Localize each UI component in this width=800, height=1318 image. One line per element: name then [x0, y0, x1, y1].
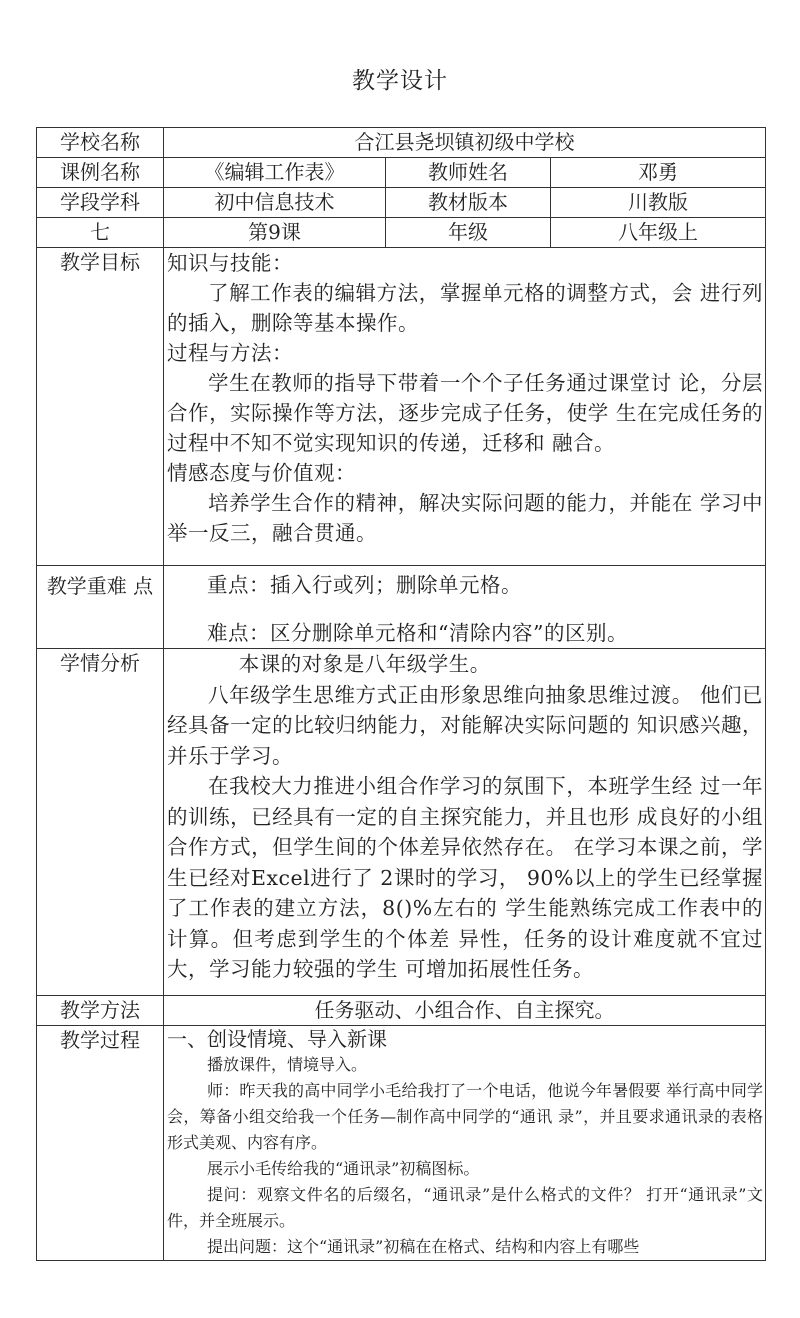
- lesson-design-table: [36, 127, 766, 1261]
- objectives-content: [164, 248, 766, 566]
- row-analysis: [37, 649, 766, 996]
- case-label: 课例名称: [37, 158, 164, 188]
- row-process: [37, 1026, 766, 1261]
- school-label: 学校名称: [37, 128, 164, 158]
- key-points-content: [164, 566, 766, 649]
- teacher-value: 邓勇: [551, 158, 766, 188]
- process-content: [164, 1026, 766, 1261]
- row-stage: [37, 188, 766, 218]
- row-key-points: [37, 566, 766, 649]
- lesson-value: 第9课: [164, 218, 386, 248]
- process-line: 展示小毛传给我的“通讯录”初稿图标。: [207, 1159, 480, 1178]
- grade-value: 八年级上: [551, 218, 766, 248]
- analysis-p2: 八年级学生思维方式正由形象思维向抽象思维过渡。 他们已经具备一定的比较归纳能力，对能解决实际问题的 知识感兴趣，并乐于学习。: [167, 682, 764, 768]
- difficulty-point: 难点：区分删除单元格和“清除内容”的区别。: [207, 621, 628, 645]
- teacher-label: 教师姓名: [386, 158, 551, 188]
- process-label: 教学过程: [37, 1026, 164, 1261]
- grade-label: 年级: [386, 218, 551, 248]
- case-value: 《编辑工作表》: [164, 158, 386, 188]
- objectives-label: 教学目标: [37, 248, 164, 566]
- knowledge-text: 了解工作表的编辑方法，掌握单元格的调整方式，会 进行列的插入，删除等基本操作。: [167, 281, 764, 335]
- key-points-label: 教学重难 点: [37, 566, 164, 649]
- method-value: 任务驱动、小组合作、自主探究。: [164, 996, 766, 1026]
- analysis-content: [164, 649, 766, 996]
- process-line: 提出问题：这个“通讯录”初稿在在格式、结构和内容上有哪些: [207, 1237, 640, 1256]
- focus-point: 重点：插入行或列；删除单元格。: [207, 573, 522, 597]
- document-title: 教学设计: [352, 68, 448, 94]
- analysis-p3: 在我校大力推进小组合作学习的氛围下，本班学生经 过一年的训练，已经具有一定的自主探究能力，并且也形 成良好的小组合作方式，但学生间的个体差异依然存在。 在学习本课之前，学生已经对Excel进行了 2课时的学习， 90%以上的学生已经掌握了工作表的建立方法，8()%左右的 学生能熟练完成工作表中的计算。但考虑到学生的个体差 异性，任务的设计难度就不宜过大，学习能力较强的学生 可增加拓展性任务。: [167, 774, 764, 981]
- section1-title: 一、创设情境、导入新课: [167, 1027, 387, 1051]
- unit-value: 七: [37, 218, 164, 248]
- stage-label: 学段学科: [37, 188, 164, 218]
- school-value: 合江县尧坝镇初级中学校: [164, 128, 766, 158]
- stage-value: 初中信息技术: [164, 188, 386, 218]
- process-line: 播放课件，情境导入。: [207, 1055, 368, 1074]
- row-case: [37, 158, 766, 188]
- emotion-title: 情感态度与价值观：: [167, 461, 356, 485]
- edition-value: 川教版: [551, 188, 766, 218]
- row-method: [37, 996, 766, 1026]
- row-school: [37, 128, 766, 158]
- process-title: 过程与方法：: [167, 341, 293, 365]
- emotion-text: 培养学生合作的精神，解决实际问题的能力，并能在 学习中举一反三，融合贯通。: [167, 491, 764, 545]
- row-objectives: [37, 248, 766, 566]
- analysis-label: 学情分析: [37, 649, 164, 996]
- process-text: 学生在教师的指导下带着一个个子任务通过课堂讨 论，分层合作，实际操作等方法，逐步完成子任务，使学 生在完成任务的过程中不知不觉实现知识的传递，迁移和 融合。: [167, 371, 764, 455]
- edition-label: 教材版本: [386, 188, 551, 218]
- method-label: 教学方法: [37, 996, 164, 1026]
- analysis-p1: 本课的对象是八年级学生。: [238, 652, 491, 676]
- row-lesson: [37, 218, 766, 248]
- process-line: 师：昨天我的高中同学小毛给我打了一个电话，他说今年暑假要 举行高中同学会，筹备小组交给我一个任务—制作高中同学的“通讯 录”，并且要求通讯录的表格形式美观、内容有序。: [167, 1081, 764, 1152]
- knowledge-title: 知识与技能：: [167, 251, 293, 275]
- process-line: 提问：观察文件名的后缀名，“通讯录”是什么格式的文件？ 打开“通讯录”文件，并全班展示。: [167, 1185, 764, 1230]
